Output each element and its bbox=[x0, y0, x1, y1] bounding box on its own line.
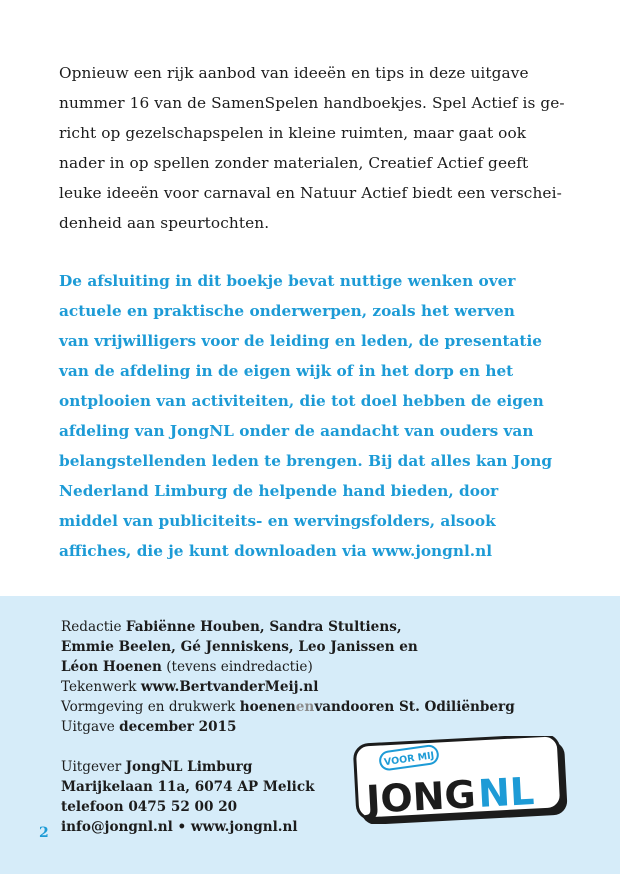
intro-line: leuke ideeën voor carnaval en Natuur Actief biedt een verschei- bbox=[59, 184, 562, 202]
colophon-redactie-cont bbox=[61, 637, 515, 657]
tekenwerk-value: www.BertvanderMeij.nl bbox=[140, 679, 319, 695]
redactie-names: Léon Hoenen bbox=[61, 659, 162, 675]
jongnl-logo bbox=[352, 736, 570, 824]
badge-text: VOOR MIJ bbox=[383, 750, 435, 769]
lead-line: De afsluiting in dit boekje bevat nuttige wenken over bbox=[59, 272, 516, 290]
lead-line: middel van publiciteits- en wervingsfolders, alsook bbox=[59, 512, 496, 530]
vormgeving-part: en bbox=[295, 699, 315, 715]
intro-line: nummer 16 van de SamenSpelen handboekjes. Spel Actief is ge- bbox=[59, 94, 565, 112]
colophon-vormgeving bbox=[61, 697, 515, 717]
intro-line: nader in op spellen zonder materialen, Creatief Actief geeft bbox=[59, 154, 529, 172]
uitgave-label: Uitgave bbox=[61, 719, 115, 735]
tekenwerk-label: Tekenwerk bbox=[61, 679, 137, 695]
intro-line: Opnieuw een rijk aanbod van ideeën en tips in deze uitgave bbox=[59, 64, 529, 82]
page-number: 2 bbox=[39, 825, 49, 841]
uitgever-label: Uitgever bbox=[61, 759, 122, 775]
vormgeving-label: Vormgeving en drukwerk bbox=[61, 699, 236, 715]
colophon-uitgave bbox=[61, 717, 515, 737]
colophon-redactie-cont bbox=[61, 657, 515, 677]
lead-line: actuele en praktische onderwerpen, zoals het werven bbox=[59, 302, 515, 320]
vormgeving-part: vandooren St. Odiliënberg bbox=[314, 699, 515, 715]
logo-word-nl: NL bbox=[477, 769, 536, 816]
phone: telefoon 0475 52 00 20 bbox=[61, 799, 238, 815]
redactie-note: (tevens eindredactie) bbox=[166, 659, 313, 675]
lead-paragraph bbox=[59, 266, 559, 566]
redactie-names: Emmie Beelen, Gé Jenniskens, Leo Janissen en bbox=[61, 639, 418, 655]
contact: info@jongnl.nl • www.jongnl.nl bbox=[61, 819, 298, 835]
lead-line: van de afdeling in de eigen wijk of in het dorp en het bbox=[59, 362, 514, 380]
lead-line: Nederland Limburg de helpende hand bieden, door bbox=[59, 482, 499, 500]
address: Marijkelaan 11a, 6074 AP Melick bbox=[61, 779, 315, 795]
colophon-redactie bbox=[61, 617, 515, 637]
uitgever-value: JongNL Limburg bbox=[125, 759, 253, 775]
intro-line: richt op gezelschapspelen in kleine ruimten, maar gaat ook bbox=[59, 124, 527, 142]
redactie-names: Fabiënne Houben, Sandra Stultiens, bbox=[125, 619, 402, 635]
uitgave-value: december 2015 bbox=[119, 719, 237, 735]
intro-line: denheid aan speurtochten. bbox=[59, 214, 270, 232]
vormgeving-part: hoenen bbox=[239, 699, 296, 715]
intro-paragraph bbox=[59, 58, 564, 238]
lead-line: van vrijwilligers voor de leiding en leden, de presentatie bbox=[59, 332, 543, 350]
lead-line: ontplooien van activiteiten, die tot doel hebben de eigen bbox=[59, 392, 544, 410]
colophon-tekenwerk bbox=[61, 677, 515, 697]
redactie-label: Redactie bbox=[61, 619, 122, 635]
lead-line: belangstellenden leden te brengen. Bij dat alles kan Jong bbox=[59, 452, 553, 470]
logo-word-jong: JONG bbox=[365, 772, 477, 822]
lead-line: afdeling van JongNL onder de aandacht van ouders van bbox=[59, 422, 534, 440]
lead-line: affiches, die je kunt downloaden via www.jongnl.nl bbox=[59, 542, 493, 560]
